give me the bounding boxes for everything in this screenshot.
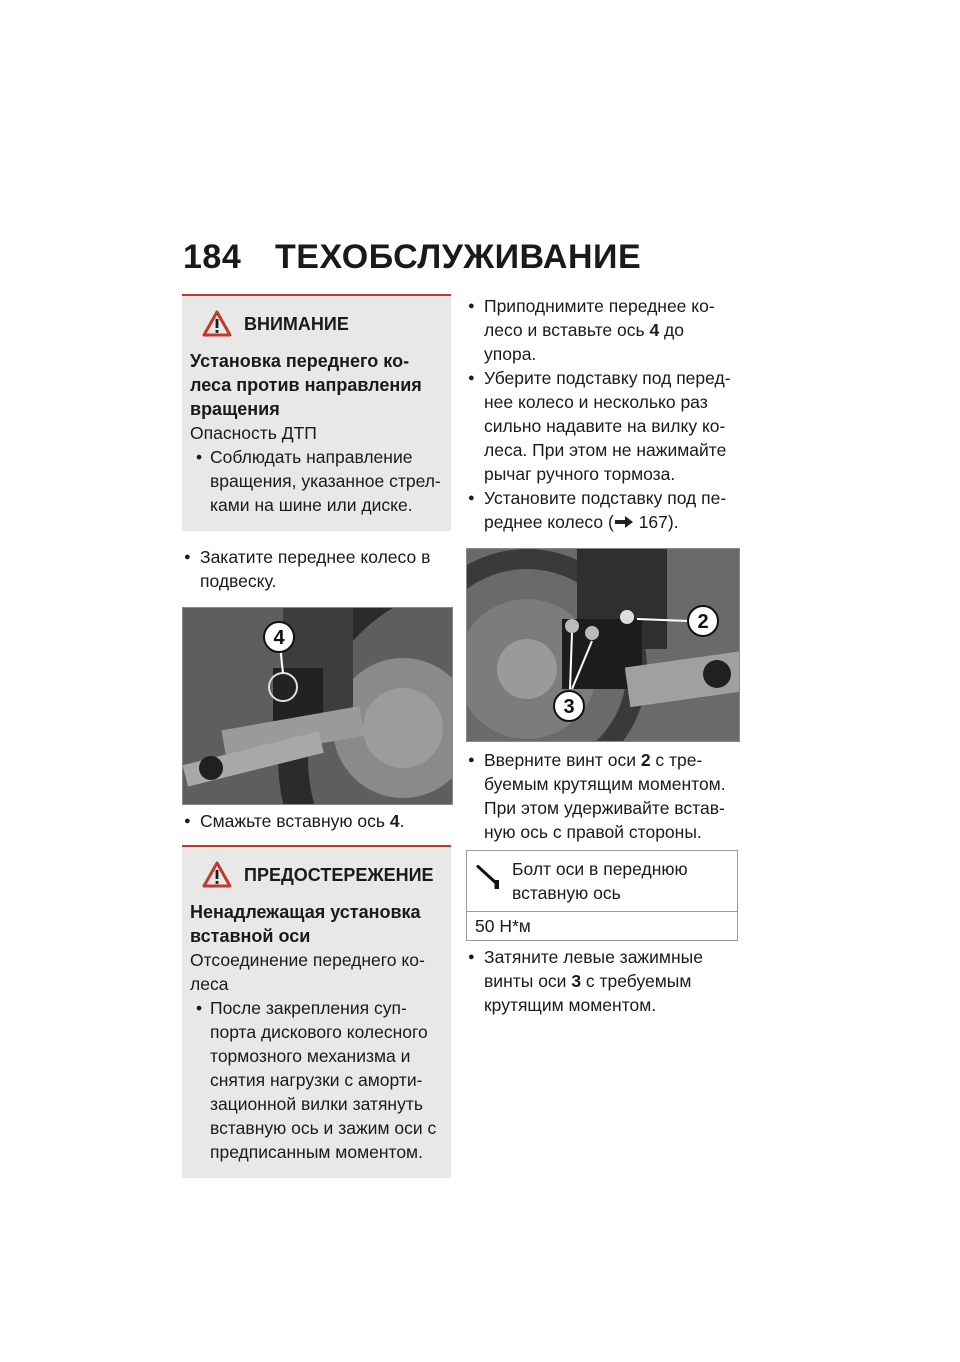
right-column (466, 294, 738, 1017)
step-insert-end: до упора. (484, 320, 684, 364)
page-header (183, 238, 641, 277)
ref-2: 2 (640, 750, 651, 770)
photo-wheel-axle (182, 607, 453, 805)
page-reference-arrow-icon (614, 516, 634, 528)
warning-hazard: Отсоединение переднего ко-леса (190, 950, 425, 994)
torque-spec-row (467, 851, 737, 911)
left-column (182, 294, 451, 1178)
warning-bullet: • Соблюдать направление вращения, указанное стрел-ками на шине или диске. (190, 445, 443, 517)
step-tighten-end: с тре-буемым крутящим моментом. При этом удерживайте встав-ную ось с правой стороны. (484, 750, 726, 842)
step-clamp-end: с требуемым крутящим моментом. (484, 971, 692, 1015)
warning-header (190, 861, 443, 888)
warning-box-attention (182, 294, 451, 531)
torque-spec-label: Болт оси в переднюю вставную ось (512, 859, 688, 903)
step-clamp-text: Затяните левые зажимные винты оси (484, 947, 703, 991)
warning-label: ВНИМАНИЕ (244, 313, 349, 334)
page-reference[interactable]: 167 (638, 512, 668, 532)
callout-4: 4 (273, 627, 285, 649)
callout-3: 3 (563, 696, 575, 718)
step-tighten-clamp-bolts (466, 945, 738, 1017)
warning-header (190, 310, 443, 337)
warning-hazard: Опасность ДТП (190, 423, 317, 443)
step-tighten-axle-bolt (466, 748, 738, 844)
step-lubricate-end: . (399, 811, 405, 831)
step-install-stand (466, 486, 738, 534)
step-insert-text: Приподнимите переднее ко-лесо и вставьте ось (484, 296, 715, 340)
warning-box-caution (182, 845, 451, 1178)
torque-spec-value: 50 Н*м (467, 911, 737, 940)
step-lubricate-text: Смажьте вставную ось (200, 811, 390, 831)
photo-illustration (183, 608, 452, 804)
step-remove-stand: ● Уберите подставку под перед-нее колесо и несколько раз сильно надавите на вилку ко-леса. При этом не нажимайте рычаг ручного тормоза. (466, 366, 738, 486)
warning-title: Установка переднего ко-леса против направления вращения (190, 351, 422, 419)
warning-title: Ненадлежащая установка вставной оси (190, 902, 421, 946)
ref-4: 4 (389, 811, 400, 831)
torque-spec-table (466, 850, 738, 941)
step-insert-axle (466, 294, 738, 366)
callout-2: 2 (697, 611, 709, 633)
warning-triangle-icon (202, 310, 232, 337)
step-install-end: ). (667, 512, 679, 532)
step-install-text: Установите подставку под пе-реднее колесо ( (484, 488, 727, 532)
photo-axle-bolts (466, 548, 740, 742)
warning-label: ПРЕДОСТЕРЕЖЕНИЕ (244, 864, 434, 885)
ref-3: 3 (571, 971, 582, 991)
torque-wrench-icon (475, 857, 502, 897)
photo-illustration (467, 549, 739, 741)
step-lubricate-axle (182, 809, 451, 833)
warning-triangle-icon (202, 861, 232, 888)
warning-bullet: • После закрепления суп-порта дискового колесного тормозного механизма и снятия нагрузки с аморти-зационной вилки затянуть вставную ось и зажим оси с предписанным моментом. (190, 996, 443, 1164)
step-roll-wheel: ● Закатите переднее колесо в подвеску. (182, 545, 451, 593)
step-tighten-text: Вверните винт оси (484, 750, 641, 770)
page-title: ТЕХОБСЛУЖИВАНИЕ (275, 238, 642, 276)
page-number: 184 (183, 238, 242, 276)
ref-4: 4 (649, 320, 660, 340)
